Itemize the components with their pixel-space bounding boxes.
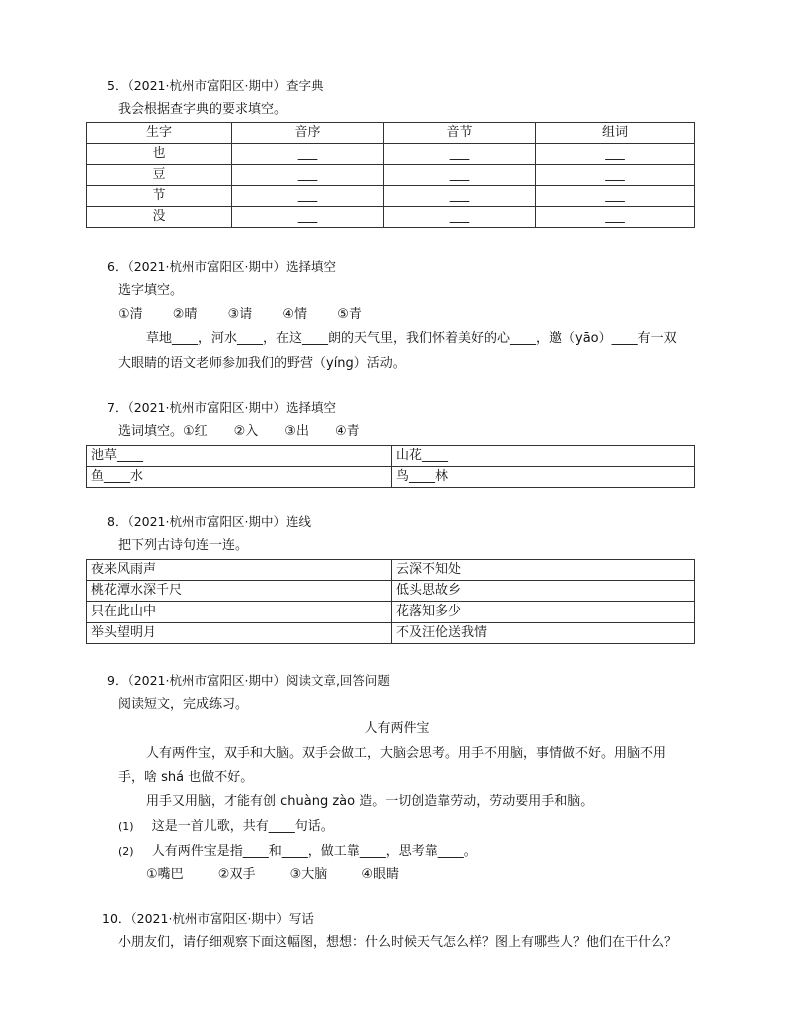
q9-passage-line: 用手又用脑，才能有创 chuàng zào 造。一切创造靠劳动，劳动要用手和脑。: [146, 794, 594, 809]
answer-blank[interactable]: ___: [536, 186, 695, 207]
q9-passage-title: 人有两件宝: [364, 721, 430, 736]
q9-passage-line: 手，啥 shá 也做不好。: [118, 770, 254, 785]
q5-table: [86, 122, 695, 228]
poem-right-cell[interactable]: 花落知多少: [392, 602, 695, 623]
table-row: [87, 560, 695, 581]
poem-left-cell[interactable]: 举头望明月: [87, 623, 392, 644]
char-cell: 也: [87, 144, 232, 165]
table-row: [87, 144, 695, 165]
fill-cell[interactable]: 鸟____林: [392, 467, 695, 488]
char-cell: 节: [87, 186, 232, 207]
table-row: [87, 446, 695, 467]
table-row: [87, 623, 695, 644]
q6-passage-line: 草地____，河水____，在这____朗的天气里，我们怀着美好的心____，邀（yāo）____有一双: [146, 331, 677, 346]
q7-header: 7．（2021·杭州市富阳区·期中）选择填空: [107, 400, 336, 415]
q9-options: [146, 866, 425, 884]
answer-blank[interactable]: ___: [384, 186, 536, 207]
answer-blank[interactable]: ___: [536, 165, 695, 186]
answer-blank[interactable]: ___: [384, 207, 536, 228]
q7-instruction: 选词填空。①红 ②入 ③出 ④青: [118, 424, 360, 439]
answer-blank[interactable]: ___: [232, 144, 384, 165]
answer-blank[interactable]: ___: [232, 186, 384, 207]
q6-passage-line: 大眼睛的语文老师参加我们的野营（yíng）活动。: [118, 356, 406, 371]
option-item: ④眼睛: [361, 867, 400, 882]
answer-blank[interactable]: ___: [232, 207, 384, 228]
table-header-cell: 音节: [384, 123, 536, 144]
answer-blank[interactable]: ___: [536, 144, 695, 165]
table-row: [87, 207, 695, 228]
q10-instruction: 小朋友们，请仔细观察下面这幅图，想想：什么时候天气怎么样？图上有哪些人？他们在干什么？: [118, 935, 678, 950]
q9-passage-line: 人有两件宝，双手和大脑。双手会做工，大脑会思考。用手不用脑，事情做不好。用脑不用: [146, 746, 667, 761]
table-row: [87, 602, 695, 623]
subquestion-text: 人有两件宝是指____和____，做工靠____，思考靠____。: [151, 844, 477, 859]
table-header-cell: 组词: [536, 123, 695, 144]
option-item: ③大脑: [289, 867, 328, 882]
option-item: ④情: [282, 307, 308, 322]
poem-left-cell[interactable]: 只在此山中: [87, 602, 392, 623]
option-item: ①嘴巴: [146, 867, 184, 882]
q9-subquestion-1: [118, 818, 334, 836]
poem-left-cell[interactable]: 桃花潭水深千尺: [87, 581, 392, 602]
char-cell: 豆: [87, 165, 232, 186]
q8-table: [86, 559, 695, 644]
table-header-cell: 音序: [232, 123, 384, 144]
q10-header: 10．（2021·杭州市富阳区·期中）写话: [102, 911, 314, 926]
q8-instruction: 把下列古诗句连一连。: [118, 538, 249, 553]
poem-right-cell[interactable]: 不及汪伦送我情: [392, 623, 695, 644]
option-item: ①清: [118, 307, 143, 322]
q5-instruction: 我会根据查字典的要求填空。: [118, 102, 288, 117]
table-header-cell: 生字: [87, 123, 232, 144]
subquestion-number: (2): [118, 845, 134, 858]
q8-header: 8．（2021·杭州市富阳区·期中）连线: [107, 514, 311, 529]
poem-right-cell[interactable]: 低头思故乡: [392, 581, 695, 602]
q7-table: [86, 445, 695, 488]
answer-blank[interactable]: ___: [384, 165, 536, 186]
table-row: [87, 467, 695, 488]
poem-left-cell[interactable]: 夜来风雨声: [87, 560, 392, 581]
q9-instruction: 阅读短文，完成练习。: [118, 697, 249, 712]
answer-blank[interactable]: ___: [384, 144, 536, 165]
answer-blank[interactable]: ___: [232, 165, 384, 186]
table-row: [87, 186, 695, 207]
char-cell: 没: [87, 207, 232, 228]
table-header-row: [87, 123, 695, 144]
fill-cell[interactable]: 池草____: [87, 446, 392, 467]
subquestion-number: (1): [118, 820, 134, 833]
q9-header: 9．（2021·杭州市富阳区·期中）阅读文章,回答问题: [107, 673, 390, 688]
poem-right-cell[interactable]: 云深不知处: [392, 560, 695, 581]
q9-subquestion-2: [118, 843, 477, 861]
table-row: [87, 581, 695, 602]
fill-cell[interactable]: 山花____: [392, 446, 695, 467]
answer-blank[interactable]: ___: [536, 207, 695, 228]
table-row: [87, 165, 695, 186]
subquestion-text: 这是一首儿歌，共有____句话。: [151, 819, 334, 834]
option-item: ②晴: [172, 307, 198, 322]
option-item: ⑤青: [337, 307, 362, 322]
q5-header: 5．（2021·杭州市富阳区·期中）查字典: [107, 78, 324, 93]
option-item: ③请: [227, 307, 253, 322]
q6-options: [118, 306, 388, 324]
option-item: ②双手: [217, 867, 256, 882]
q6-header: 6．（2021·杭州市富阳区·期中）选择填空: [107, 259, 336, 274]
fill-cell[interactable]: 鱼____水: [87, 467, 392, 488]
q6-instruction: 选字填空。: [118, 283, 184, 298]
